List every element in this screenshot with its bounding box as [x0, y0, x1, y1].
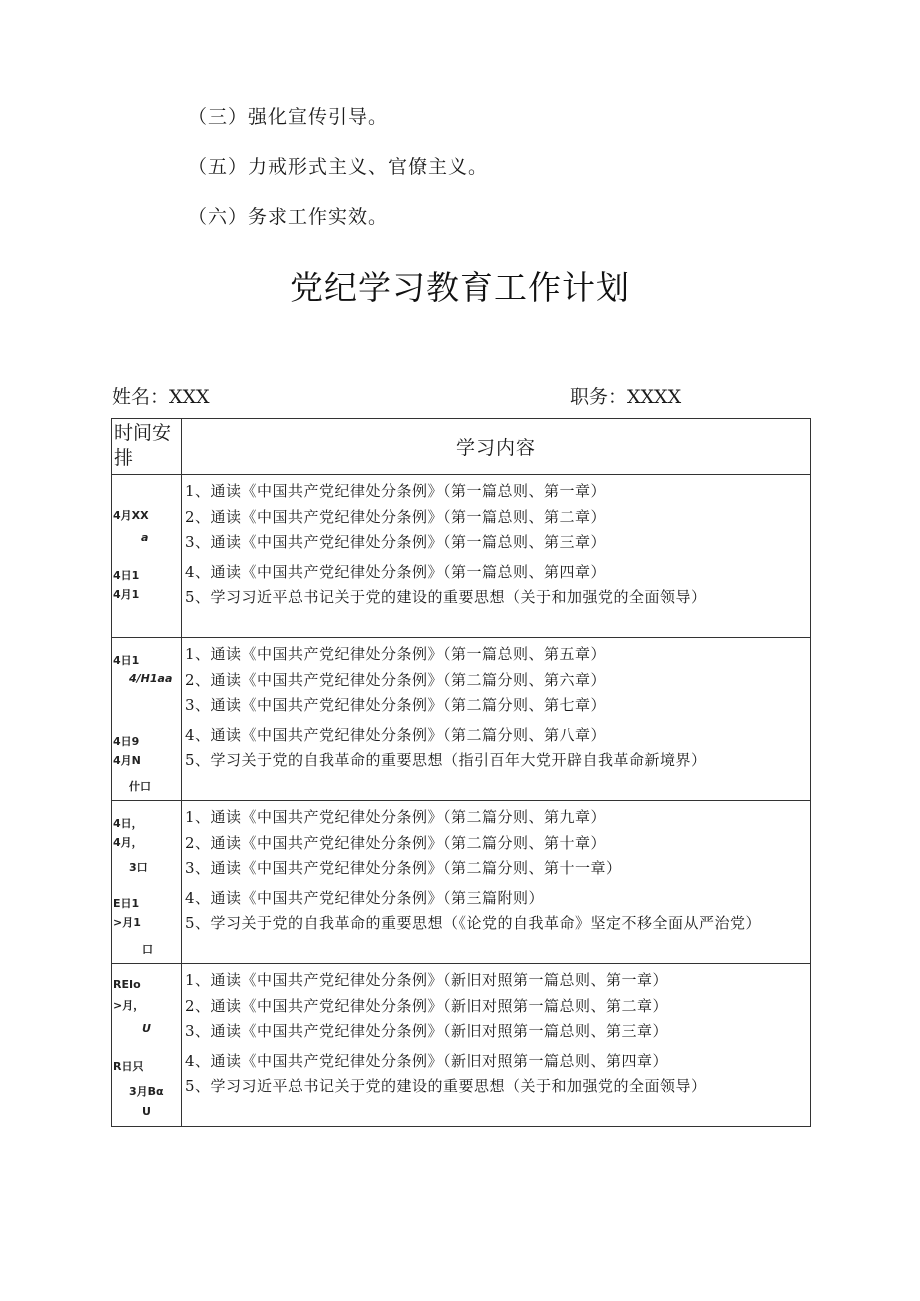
table-row	[112, 638, 811, 801]
time-fragment: REIo	[113, 978, 141, 991]
intro-line-2: （五）力戒形式主义、官僚主义。	[188, 156, 489, 178]
content-cell	[182, 475, 811, 638]
time-fragment: 4日1	[113, 654, 140, 667]
time-cell	[112, 801, 182, 964]
time-fragment: 4月N	[113, 754, 141, 767]
header-content: 学习内容	[182, 419, 811, 475]
time-fragment: U	[142, 1022, 151, 1035]
table-row	[112, 964, 811, 1127]
time-fragment: 3口	[129, 861, 148, 874]
list-item: 1、通读《中国共产党纪律处分条例》（第一篇总则、第一章）	[185, 482, 607, 500]
list-item: 5、学习习近平总书记关于党的建设的重要思想（关于和加强党的全面领导）	[185, 588, 707, 606]
table-row	[112, 801, 811, 964]
table-row	[112, 475, 811, 638]
list-item: 4、通读《中国共产党纪律处分条例》（第一篇总则、第四章）	[185, 562, 607, 581]
list-item: 3、通读《中国共产党纪律处分条例》（第二篇分则、第七章）	[185, 696, 607, 714]
page-title: 党纪学习教育工作计划	[290, 268, 630, 307]
content-cell	[182, 964, 811, 1127]
time-cell	[112, 475, 182, 638]
time-fragment: 什口	[129, 780, 151, 793]
time-fragment: U	[142, 1105, 151, 1118]
list-item: 2、通读《中国共产党纪律处分条例》（第一篇总则、第二章）	[185, 507, 607, 526]
time-fragment: 4月1	[113, 588, 140, 601]
content-cell	[182, 801, 811, 964]
list-item: 3、通读《中国共产党纪律处分条例》（第一篇总则、第三章）	[185, 533, 607, 551]
list-item: 5、学习关于党的自我革命的重要思想（指引百年大党开辟自我革命新境界）	[185, 751, 707, 769]
time-cell	[112, 964, 182, 1127]
time-cell	[112, 638, 182, 801]
table-header-row	[112, 419, 811, 475]
time-fragment: E日1	[113, 897, 140, 910]
plan-table	[111, 418, 811, 1127]
list-item: 4、通读《中国共产党纪律处分条例》（新旧对照第一篇总则、第四章）	[185, 1051, 669, 1070]
list-item: 2、通读《中国共产党纪律处分条例》（新旧对照第一篇总则、第二章）	[185, 996, 669, 1015]
content-cell	[182, 638, 811, 801]
list-item: 4、通读《中国共产党纪律处分条例》（第三篇附则）	[185, 888, 545, 907]
time-fragment: 口	[142, 943, 153, 956]
list-item: 5、学习关于党的自我革命的重要思想（《论党的自我革命》坚定不移全面从严治党）	[185, 914, 762, 932]
list-item: 2、通读《中国共产党纪律处分条例》（第二篇分则、第十章）	[185, 833, 607, 852]
time-fragment: 3月Bα	[129, 1085, 164, 1098]
time-fragment: 4月XX	[113, 509, 149, 522]
intro-line-1: （三）强化宣传引导。	[188, 106, 389, 128]
list-item: 1、通读《中国共产党纪律处分条例》（第一篇总则、第五章）	[185, 645, 607, 663]
list-item: 3、通读《中国共产党纪律处分条例》（新旧对照第一篇总则、第三章）	[185, 1022, 669, 1040]
time-fragment: 4/H1aa	[129, 672, 173, 685]
position-field: 职务：XXXX	[570, 386, 682, 408]
list-item: 5、学习习近平总书记关于党的建设的重要思想（关于和加强党的全面领导）	[185, 1077, 707, 1095]
time-fragment: >月，	[113, 999, 145, 1012]
list-item: 3、通读《中国共产党纪律处分条例》（第二篇分则、第十一章）	[185, 859, 622, 877]
time-fragment: a	[141, 531, 149, 544]
list-item: 1、通读《中国共产党纪律处分条例》（新旧对照第一篇总则、第一章）	[185, 971, 669, 989]
time-fragment: R日只	[113, 1060, 144, 1073]
time-fragment: >月1	[113, 916, 141, 929]
time-fragment: 4日1	[113, 569, 140, 582]
time-fragment: 4日，	[113, 817, 143, 830]
time-fragment: 4月，	[113, 836, 143, 849]
list-item: 1、通读《中国共产党纪律处分条例》（第二篇分则、第九章）	[185, 808, 607, 826]
time-fragment: 4日9	[113, 735, 140, 748]
intro-line-3: （六）务求工作实效。	[188, 206, 389, 228]
list-item: 2、通读《中国共产党纪律处分条例》（第二篇分则、第六章）	[185, 670, 607, 689]
name-field: 姓名：XXX	[112, 386, 210, 408]
header-time: 时间安排	[112, 419, 182, 475]
list-item: 4、通读《中国共产党纪律处分条例》（第二篇分则、第八章）	[185, 725, 607, 744]
